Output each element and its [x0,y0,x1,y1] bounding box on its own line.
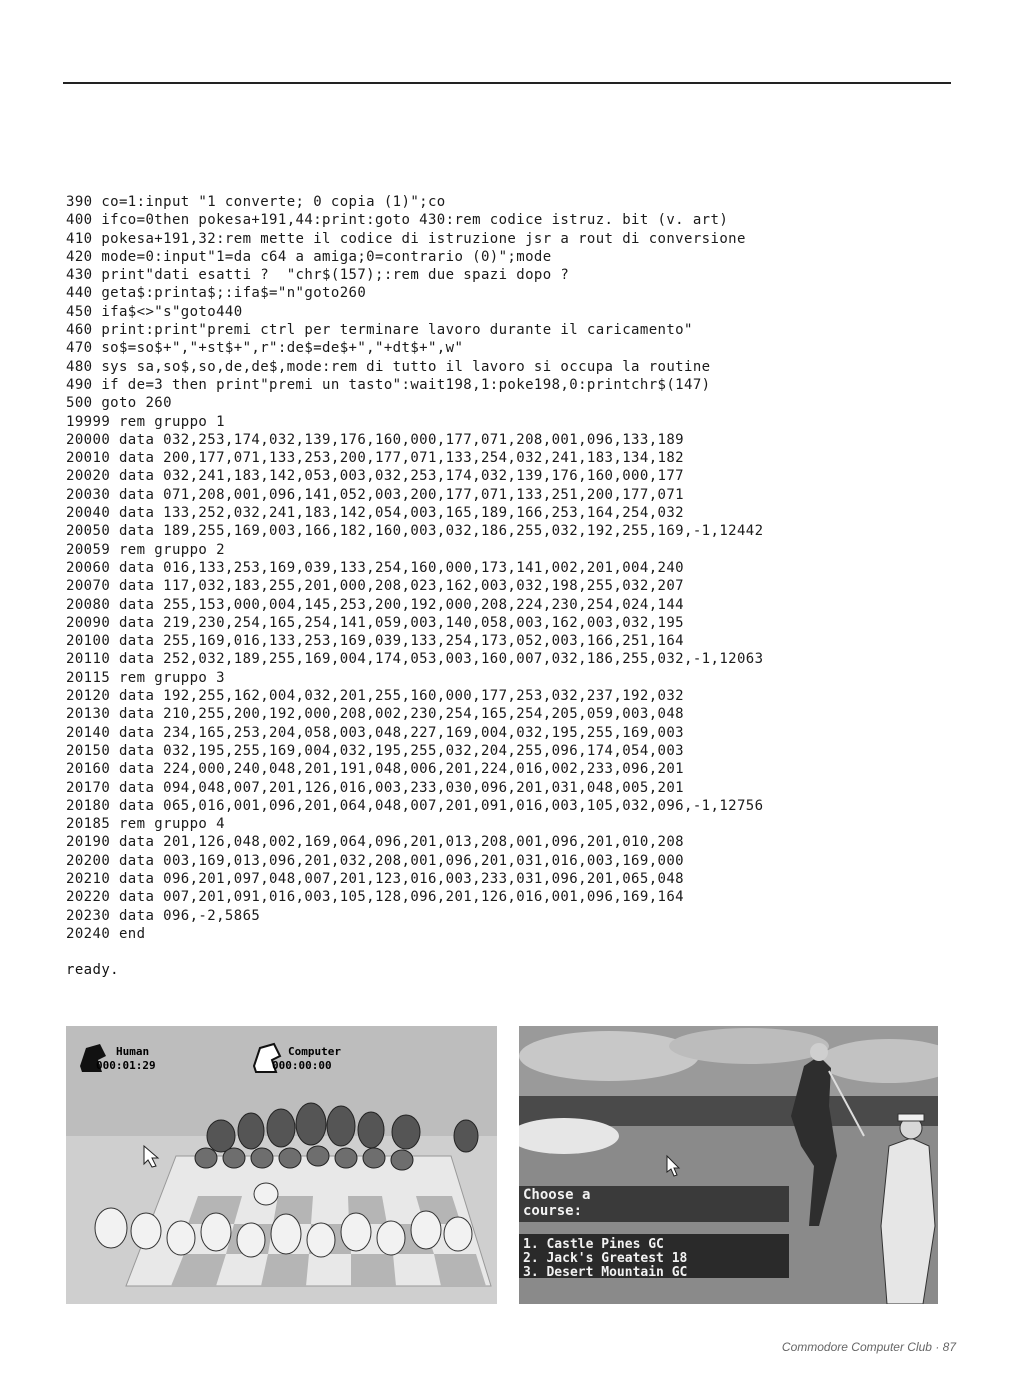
code-line: 20060 data 016,133,253,169,039,133,254,160,000,173,141,002,201,004,240 [66,559,685,576]
code-line: 490 if de=3 then print"premi un tasto":wait198,1:poke198,0:printchr$(147) [66,376,711,393]
code-line: 20090 data 219,230,254,165,254,141,059,003,140,058,003,162,003,032,195 [66,614,685,631]
code-line: 20170 data 094,048,007,201,126,016,003,233,030,096,201,031,048,005,201 [66,779,685,796]
code-line: 20185 rem gruppo 4 [66,816,225,833]
code-line: 20210 data 096,201,097,048,007,201,123,016,003,233,031,096,201,065,048 [66,870,685,887]
code-line: 20115 rem gruppo 3 [66,669,225,686]
code-line: 470 so$=so$+","+st$+",r":de$=de$+","+dt$+",w" [66,340,464,357]
human-label: Human [116,1045,150,1058]
code-line: 20150 data 032,195,255,169,004,032,195,255,032,204,255,096,174,054,003 [66,742,685,759]
code-line: 20220 data 007,201,091,016,003,105,128,096,201,126,016,001,096,169,164 [66,889,685,906]
code-line: 20059 rem gruppo 2 [66,541,225,558]
code-line: 20050 data 189,255,169,003,166,182,160,003,032,186,255,032,192,255,169,-1,12442 [66,523,764,540]
code-line: 20160 data 224,000,240,048,201,191,048,006,201,224,016,002,233,096,201 [66,761,685,778]
code-line: 410 pokesa+191,32:rem mette il codice di istruzione jsr a rout di conversione [66,230,746,247]
code-line: 20000 data 032,253,174,032,139,176,160,000,177,071,208,001,096,133,189 [66,431,685,448]
code-line: 20240 end [66,925,146,942]
golf-course-option: 2. Jack's Greatest 18 [523,1251,688,1266]
golf-course-option: 1. Castle Pines GC [523,1237,664,1252]
code-line: 20180 data 065,016,001,096,201,064,048,007,201,091,016,003,105,032,096,-1,12756 [66,797,764,814]
code-line: 420 mode=0:input"1=da c64 a amiga;0=contrario (0)";mode [66,248,552,265]
code-line: 20010 data 200,177,071,133,253,200,177,071,133,254,032,241,183,134,182 [66,450,685,467]
computer-timer: 000:00:00 [272,1059,332,1072]
code-line: 20230 data 096,-2,5865 [66,907,261,924]
code-line: 20080 data 255,153,000,004,145,253,200,192,000,208,224,230,254,024,144 [66,596,685,613]
code-line: 20030 data 071,208,001,096,141,052,003,200,177,071,133,251,200,177,071 [66,486,685,503]
code-line: 20120 data 192,255,162,004,032,201,255,160,000,177,253,032,237,192,032 [66,688,685,705]
code-line: 20110 data 252,032,189,255,169,004,174,053,003,160,007,032,186,255,032,-1,12063 [66,651,764,668]
code-line: 20190 data 201,126,048,002,169,064,096,201,013,208,001,096,201,010,208 [66,834,685,851]
basic-listing [66,193,966,943]
code-line: 20200 data 003,169,013,096,201,032,208,001,096,201,031,016,003,169,000 [66,852,685,869]
page-footer: Commodore Computer Club · 87 [781,1340,956,1354]
code-line: 430 print"dati esatti ? "chr$(157);:rem due spazi dopo ? [66,267,570,284]
code-line: 440 geta$:printa$;:ifa$="n"goto260 [66,285,367,302]
golf-course-option: 3. Desert Mountain GC [523,1265,688,1280]
computer-label: Computer [288,1045,341,1058]
ready-prompt: ready. [66,962,119,978]
code-line: 20020 data 032,241,183,142,053,003,032,253,174,032,139,176,160,000,177 [66,468,685,485]
human-timer: 000:01:29 [96,1059,156,1072]
code-line: 450 ifa$<>"s"goto440 [66,303,243,320]
code-line: 20140 data 234,165,253,204,058,003,048,227,169,004,032,195,255,169,003 [66,724,685,741]
chess-screenshot [66,1026,497,1304]
code-line: 20070 data 117,032,183,255,201,000,208,023,162,003,032,198,255,032,207 [66,578,685,595]
code-line: 500 goto 260 [66,395,172,412]
code-line: 480 sys sa,so$,so,de,de$,mode:rem di tutto il lavoro si occupa la routine [66,358,711,375]
golf-prompt-line2: course: [523,1203,583,1219]
golf-prompt-line1: Choose a [523,1187,591,1203]
code-line: 20100 data 255,169,016,133,253,169,039,133,254,173,052,003,166,251,164 [66,633,685,650]
top-rule [63,82,951,84]
code-line: 20040 data 133,252,032,241,183,142,054,003,165,189,166,253,164,254,032 [66,505,685,522]
code-line: 400 ifco=0then pokesa+191,44:print:goto 430:rem codice istruz. bit (v. art) [66,212,729,229]
code-line: 460 print:print"premi ctrl per terminare lavoro durante il caricamento" [66,322,693,339]
code-line: 20130 data 210,255,200,192,000,208,002,230,254,165,254,205,059,003,048 [66,706,685,723]
code-line: 390 co=1:input "1 converte; 0 copia (1)";co [66,194,446,210]
golf-screenshot [519,1026,938,1304]
code-line: 19999 rem gruppo 1 [66,413,225,430]
